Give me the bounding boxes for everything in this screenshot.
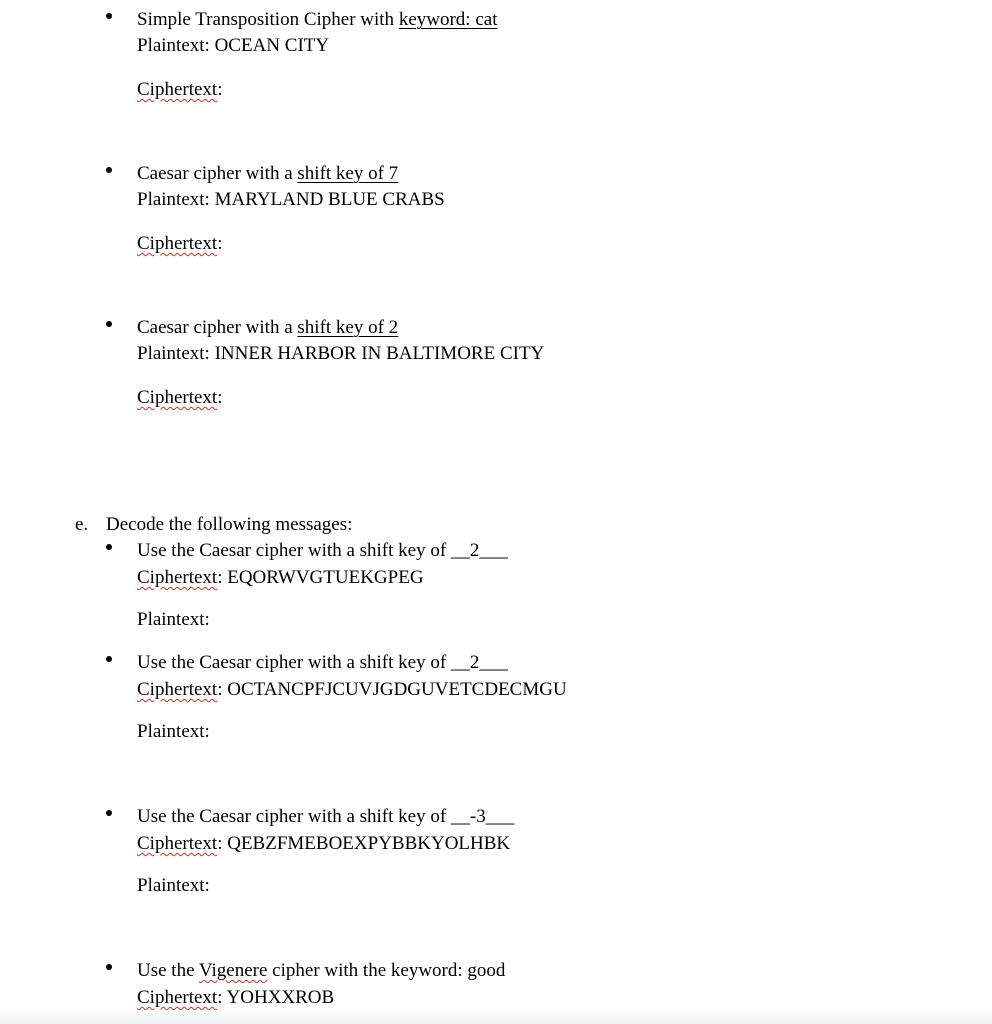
bullet-icon xyxy=(106,656,112,662)
item-3-ciphertext: Ciphertext: xyxy=(137,387,223,408)
decode-3-plaintext: Plaintext: xyxy=(137,875,210,896)
decode-3-instruction: Use the Caesar cipher with a shift key of __-3___ xyxy=(137,806,515,827)
shift-key-link: shift key of 7 xyxy=(297,163,399,184)
decode-4-instruction: Use the Vigenere cipher with the keyword: good xyxy=(137,960,506,981)
bullet-icon xyxy=(106,544,112,550)
decode-1-instruction: Use the Caesar cipher with a shift key of __2___ xyxy=(137,540,508,561)
bullet-icon xyxy=(106,167,112,173)
item-2-title: Caesar cipher with a shift key of 7 xyxy=(137,163,399,184)
page-bottom-edge xyxy=(0,1010,992,1024)
shift-key-link: shift key of 2 xyxy=(297,317,399,338)
decode-4-ciphertext: Ciphertext: YOHXXROB xyxy=(137,987,335,1008)
item-2-plaintext: Plaintext: MARYLAND BLUE CRABS xyxy=(137,189,445,210)
decode-3-ciphertext: Ciphertext: QEBZFMEBOEXPYBBKYOLHBK xyxy=(137,833,511,854)
decode-2-ciphertext: Ciphertext: OCTANCPFJCUVJGDGUVETCDECMGU xyxy=(137,679,567,700)
item-2-ciphertext: Ciphertext: xyxy=(137,233,223,254)
item-1-plaintext: Plaintext: OCEAN CITY xyxy=(137,35,330,56)
section-heading: Decode the following messages: xyxy=(106,514,353,535)
bullet-icon xyxy=(106,321,112,327)
decode-1-plaintext: Plaintext: xyxy=(137,609,210,630)
bullet-icon xyxy=(106,810,112,816)
section-marker: e. xyxy=(75,514,89,535)
item-1-ciphertext: Ciphertext: xyxy=(137,79,223,100)
decode-2-instruction: Use the Caesar cipher with a shift key of __2___ xyxy=(137,652,508,673)
item-3-title: Caesar cipher with a shift key of 2 xyxy=(137,317,399,338)
item-1-title: Simple Transposition Cipher with keyword: cat xyxy=(137,9,498,30)
bullet-icon xyxy=(106,964,112,970)
decode-2-plaintext: Plaintext: xyxy=(137,721,210,742)
decode-1-ciphertext: Ciphertext: EQORWVGTUEKGPEG xyxy=(137,567,424,588)
bullet-icon xyxy=(106,13,112,19)
item-3-plaintext: Plaintext: INNER HARBOR IN BALTIMORE CITY xyxy=(137,343,545,364)
keyword-link: keyword: cat xyxy=(398,9,498,30)
